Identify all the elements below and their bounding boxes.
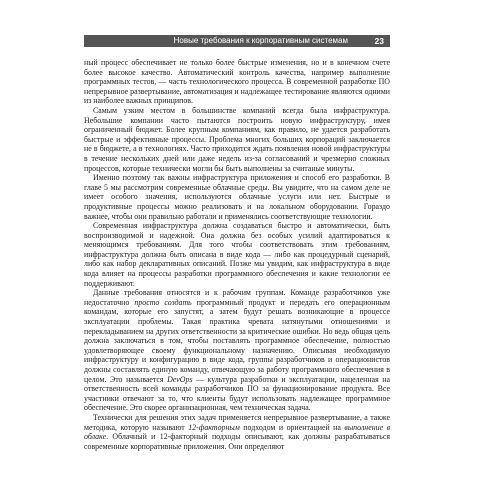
paragraph	[84, 173, 390, 221]
running-title: Новые требования к корпоративным системам	[173, 36, 348, 45]
text-run: ный процесс обеспечивает не только более быстрые изменения, но и в конечном счете более высокое качество. Автоматический контроль качества, например выполнение программных тестов, — часть технологического процесса. В современной разработке ПО непрерывное развертывание, автоматизация и надлежащее тестирование являются одними из наиболее важных принципов.	[84, 58, 390, 106]
italic-term: просто создать	[134, 297, 192, 307]
paragraph	[84, 413, 390, 451]
body-text	[84, 58, 390, 451]
paragraph	[84, 221, 390, 288]
text-run: — культура разработки и эксплуатации, нацеленная на ответственность всей команды разработчиков ПО за функционирование продукта. Все участники отвечают за то, что клиенты будут использовать надлежащее программное обеспечение. Это скорее организационная, чем техническая задача.	[84, 374, 390, 413]
text-run: Именно поэтому так важны инфраструктура приложения и способ его разработки. В главе 5 мы рассмотрим современные облачные среды. Вы увидите, что на самом деле не имеет особого значения, используются облачные услуги или нет. Быстрые и продуктивные процессы можно реализовать и на локальном оборудовании. Гораздо важнее, чтобы они правильно работали и применялись соответствующие технологии.	[84, 173, 390, 221]
text-run: подходом и ориентацией на	[239, 422, 345, 432]
paragraph	[84, 58, 390, 106]
text-run: Данные требования относятся и к рабочим группам. Команде разработчиков уже недостаточно	[84, 288, 390, 307]
italic-term: выполнение в облаке	[84, 422, 390, 442]
italic-term: DevOps	[167, 374, 193, 384]
text-run: Самым узким местом в большинстве компаний всегда была инфраструктура. Небольшие компании часто пытаются построить новую инфраструктуру, имея ограниченный бюджет. Более крупным компаниям, как правило, не удается разработать быстрые и эффективные процессы. Проблема многих больших корпораций заключается не в бюджете, а в технологиях. Часто приходится ждать появления новой инфраструктуры в течение нескольких дней или даже недель из-за согласований и чрезмерно сложных процессов, которые технически могли бы быть выполнены за считаные минуты.	[84, 105, 390, 173]
page-number: 23	[374, 36, 384, 46]
text-run: . Облачный и 12-факторный подходы описывают, как должны разрабатываться современные корпоративные приложения. Они определяют	[84, 432, 390, 451]
paragraph	[84, 288, 390, 413]
text-run: Современная инфраструктура должна создаваться быстро и автоматически, быть воспроизводимой и надежной. Она должна без особых усилий адаптироваться к меняющимся требованиям. Для того чтобы соответствовать этим требованиям, инфраструктура должна быть описана в виде кода — либо как процедурный сценарий, либо как набор декларативных описаний. Позже мы увидим, как инфраструктура в виде кода влияет на процессы разработки программного обеспечения и какие технологии ее поддерживают.	[84, 221, 390, 288]
text-run: Технически для решения этих задач применяется непрерывное развертывание, а также методика, которую называют	[84, 412, 390, 432]
paragraph	[84, 106, 390, 173]
text-run: программный продукт и передать его операционным командам, которые его запустят, а затем будут решать возникающие в процессе эксплуатации проблемы. Такая практика чревата натянутыми отношениями и перекладыванием на других ответственности за критические ошибки. Но ведь общая цель должна заключаться в том, чтобы поставлять программное обеспечение, полностью удовлетворяющее своему функциональному назначению. Описывая необходимую инфраструктуру и конфигурацию в виде кода, группы разработчиков и операционистов должны составлять единую команду, отвечающую за работу программного обеспечения в целом. Это называется	[84, 297, 390, 384]
italic-term: 12-факторным	[188, 422, 240, 432]
